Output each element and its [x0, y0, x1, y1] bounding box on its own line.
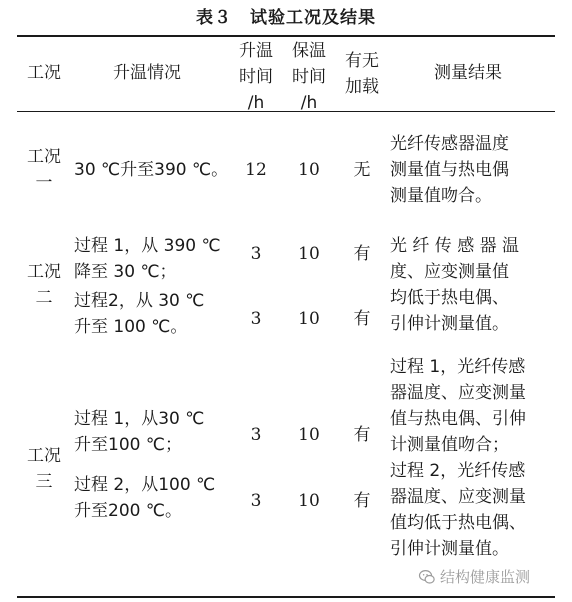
condition-2-process-2-heat-time: 3: [250, 309, 262, 329]
condition-2-process-2-hold-time: 10: [298, 309, 320, 329]
condition-3-process-1-hold-time: 10: [298, 425, 320, 445]
condition-1-heat-time: 12: [245, 160, 267, 180]
condition-1-hold-time: 10: [298, 160, 320, 180]
header-load: 有无 加载: [345, 51, 379, 97]
condition-3-process-2-heating: 过程 2，从100 ℃ 升至200 ℃。: [74, 475, 216, 521]
header-heat-time: 升温 时间 /h: [239, 41, 273, 113]
condition-2-label: 工况 二: [27, 262, 61, 308]
condition-1-load: 无: [353, 160, 371, 180]
header-heating: 升温情况: [113, 63, 181, 83]
condition-1-heating: 30 ℃升至390 ℃。: [74, 160, 229, 180]
watermark-text: 结构健康监测: [440, 568, 531, 586]
top-rule: [17, 35, 555, 37]
condition-3-result: 过程 1，光纤传感 器温度、应变测量 值与热电偶、引伸 计测量值吻合； 过程 2，光纤传感 器温度、应变测量 值均低于热电偶、 引伸计测量值。: [390, 357, 526, 559]
header-condition: 工况: [27, 63, 61, 83]
condition-3-process-2-hold-time: 10: [298, 491, 320, 511]
condition-2-process-1-hold-time: 10: [298, 244, 320, 264]
condition-2-process-2-heating: 过程2，从 30 ℃ 升至 100 ℃。: [74, 291, 205, 337]
condition-2-process-1-heating: 过程 1，从 390 ℃ 降至 30 ℃；: [74, 236, 221, 282]
condition-3-process-2-load: 有: [353, 491, 371, 511]
header-hold-time: 保温 时间 /h: [292, 41, 326, 113]
condition-3-process-2-heat-time: 3: [250, 491, 262, 511]
condition-1-result: 光纤传感器温度 测量值与热电偶 测量值吻合。: [390, 134, 509, 206]
condition-3-process-1-heat-time: 3: [250, 425, 262, 445]
bottom-rule: [17, 596, 555, 598]
condition-2-process-1-heat-time: 3: [250, 244, 262, 264]
condition-2-process-1-load: 有: [353, 244, 371, 264]
wechat-icon: [418, 568, 436, 586]
header-result: 测量结果: [434, 63, 502, 83]
wechat-watermark: [418, 566, 568, 588]
condition-3-process-1-load: 有: [353, 425, 371, 445]
condition-1-label: 工况 一: [27, 147, 61, 193]
condition-2-process-2-load: 有: [353, 309, 371, 329]
condition-2-result: 光 纤 传 感 器 温 度、应变测量值 均低于热电偶、 引伸计测量值。: [390, 236, 520, 334]
condition-3-process-1-heating: 过程 1，从30 ℃ 升至100 ℃；: [74, 409, 205, 455]
condition-3-label: 工况 三: [27, 446, 61, 492]
table-caption: 表３ 试验工况及结果: [196, 8, 376, 28]
